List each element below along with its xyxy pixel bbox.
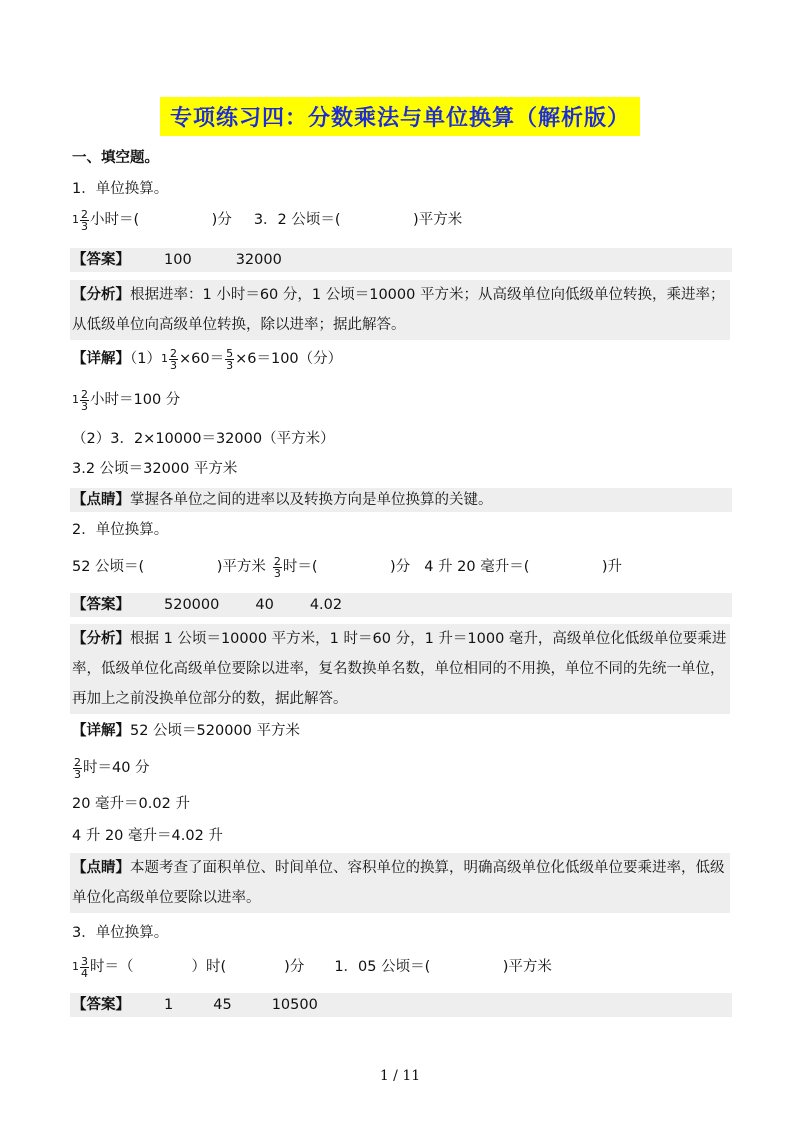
analysis-label: 【分析】 <box>72 287 130 303</box>
q1-point-text: 掌握各单位之间的进率以及转换方向是单位换算的关键。 <box>130 492 493 508</box>
title-container <box>0 97 800 136</box>
q1-detail-line1 <box>72 347 342 371</box>
answer-label: 【答案】 <box>72 252 130 268</box>
q2-detail-label: 【详解】 <box>72 723 130 739</box>
section-heading: 一、填空题。 <box>72 150 159 166</box>
q2-analysis-text: 根据 1 公顷＝10000 平方米，1 时＝60 分，1 升＝1000 毫升，高级单位化低级单位要乘进率，低级单位化高级单位要除以进率，复名数换单名数，单位相同的不用换，单位不同的先统一单位，再加上之前没换单位部分的数，据此解答。 <box>72 631 727 707</box>
q1-answer-1: 100 <box>164 252 192 268</box>
q1-line2-frac-whole: 1 <box>72 393 79 406</box>
q2-frac-den: 3 <box>273 566 281 580</box>
q2-analysis-label: 【分析】 <box>72 631 130 647</box>
q1-stem: 1．单位换算。 <box>72 181 169 197</box>
q2-detail-text: 52 公顷＝520000 平方米 <box>130 723 301 739</box>
q1-frac-whole: 1 <box>72 213 79 226</box>
page-number: 1 / 11 <box>379 1068 421 1084</box>
q1-detail-frac2-num: 5 <box>226 346 234 360</box>
q2-blank-b: 时＝( )分 <box>282 559 411 575</box>
q2-blank-a: 52 公顷＝( )平方米 <box>72 559 266 575</box>
q3-answer-3: 10500 <box>271 997 318 1013</box>
q1-detail-prefix: （1） <box>130 351 161 367</box>
q2-line2-frac-num: 2 <box>74 755 81 769</box>
q1-frac-den: 3 <box>81 219 88 233</box>
q2-answer-1: 520000 <box>164 597 220 613</box>
q2-line2-fraction <box>73 757 82 780</box>
q3-answer-row <box>70 993 732 1017</box>
q3-fraction <box>80 956 89 979</box>
q1-analysis-text: 根据进率：1 小时＝60 分，1 公顷＝10000 平方米；从高级单位向低级单位转换，乘进率；从低级单位向高级单位转换，除以进率；据此解答。 <box>72 287 725 333</box>
q1-blank-a: 小时＝( )分 <box>90 212 232 228</box>
q2-stem: 2．单位换算。 <box>72 522 169 538</box>
q1-answer-2: 32000 <box>235 252 282 268</box>
q3-answer-label: 【答案】 <box>72 997 130 1013</box>
q2-point <box>70 853 730 913</box>
page-title: 专项练习四：分数乘法与单位换算（解析版） <box>160 97 640 136</box>
q3-frac-num: 3 <box>81 954 88 968</box>
q1-detail-line2-text: 小时＝100 分 <box>90 392 181 408</box>
q1-detail-mid: ×60＝ <box>178 351 225 367</box>
q2-detail-line1 <box>72 719 300 743</box>
q3-frac-den: 4 <box>81 966 88 980</box>
q2-analysis <box>70 624 730 714</box>
q1-blank-b: 3．2 公顷＝( )平方米 <box>253 212 463 228</box>
q2-detail-line2 <box>72 756 150 780</box>
q2-frac-num: 2 <box>273 554 281 568</box>
q2-prompt <box>72 555 622 579</box>
q2-line2-frac-den: 3 <box>74 767 81 781</box>
q1-frac-num: 2 <box>81 207 88 221</box>
q1-prompt <box>72 208 462 232</box>
q2-detail-line4: 4 升 20 毫升＝4.02 升 <box>72 828 223 844</box>
q1-detail-frac-whole: 1 <box>160 352 168 365</box>
q1-detail-fraction <box>169 348 178 371</box>
q2-point-label: 【点睛】 <box>72 860 130 876</box>
point-label: 【点睛】 <box>72 492 130 508</box>
q1-point <box>70 488 732 512</box>
q2-answer-label: 【答案】 <box>72 597 130 613</box>
q1-detail-frac-num: 2 <box>169 346 177 360</box>
q2-blank-c: 4 升 20 毫升＝( )升 <box>424 559 623 575</box>
q3-answer-1: 1 <box>164 997 174 1013</box>
q3-blank-a: 时＝（ ）时( )分 <box>90 959 305 975</box>
q3-stem: 3．单位换算。 <box>72 925 169 941</box>
q2-fraction <box>273 556 282 579</box>
q2-detail-line3: 20 毫升＝0.02 升 <box>72 796 190 812</box>
detail-label: 【详解】 <box>72 351 130 367</box>
q3-frac-whole: 1 <box>72 960 79 973</box>
q1-line2-frac-den: 3 <box>81 399 88 413</box>
q1-detail-fraction-2 <box>225 348 234 371</box>
q3-prompt <box>72 955 552 979</box>
q1-line2-frac-num: 2 <box>81 387 88 401</box>
q2-detail-line2-text: 时＝40 分 <box>83 760 150 776</box>
q2-answer-2: 40 <box>255 597 274 613</box>
q3-answer-2: 45 <box>213 997 232 1013</box>
q1-detail-line2 <box>72 388 180 412</box>
q1-detail-frac-den: 3 <box>169 358 177 372</box>
q2-point-text: 本题考查了面积单位、时间单位、容积单位的换算，明确高级单位化低级单位要乘进率，低级单位化高级单位要除以进率。 <box>72 860 725 906</box>
q1-analysis <box>70 280 730 340</box>
q1-detail-frac2-den: 3 <box>226 358 234 372</box>
q2-answer-row <box>70 593 732 617</box>
q1-detail-line4: 3.2 公顷＝32000 平方米 <box>72 461 238 477</box>
q2-answer-3: 4.02 <box>309 597 343 613</box>
q1-detail-end: ×6＝100（分） <box>235 351 343 367</box>
q1-fraction <box>80 209 89 232</box>
q1-detail-line3: （2）3．2×10000＝32000（平方米） <box>72 431 335 447</box>
q3-blank-b: 1．05 公顷＝( )平方米 <box>334 959 552 975</box>
q1-answer-row <box>70 248 732 272</box>
q1-line2-fraction <box>80 389 89 412</box>
